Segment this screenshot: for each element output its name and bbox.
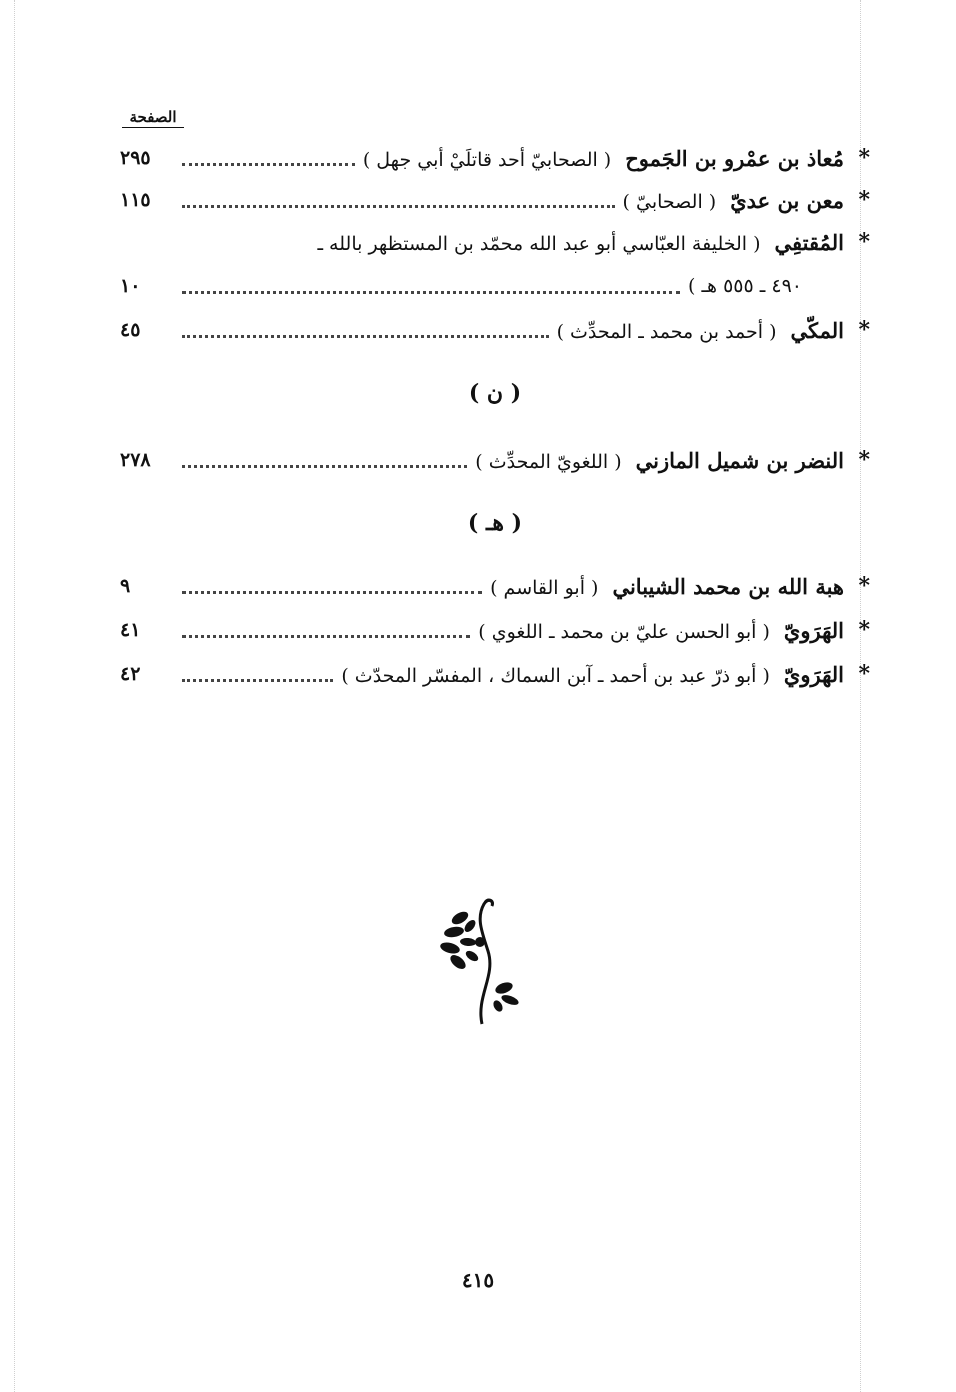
entry-description: ( اللغويّ المحدِّث ): [475, 450, 622, 473]
index-entry: [120, 142, 870, 174]
entry-page-number: ١٠: [120, 275, 141, 297]
bullet-star-icon: *: [858, 447, 870, 473]
entry-page-number: ٤٥: [120, 319, 141, 341]
leader-dots: [182, 291, 680, 294]
entry-text: [557, 318, 844, 343]
entry-description: ( الصحابيّ ): [622, 190, 717, 213]
index-entry: [120, 614, 870, 646]
index-entry: [120, 226, 870, 258]
leader-dots: [182, 335, 549, 338]
leader-dots: [182, 205, 615, 208]
entry-name: الهَرَويّ: [783, 661, 844, 687]
bullet-star-icon: *: [858, 317, 870, 343]
entry-name: المُقتفِي: [774, 229, 844, 255]
leader-dots: [182, 679, 333, 682]
index-entry-continuation: [120, 270, 870, 302]
index-entry: [120, 184, 870, 216]
entry-text: [478, 618, 844, 643]
entry-name: النضر بن شميل المازني: [635, 447, 844, 473]
leader-dots: [182, 591, 482, 594]
section-heading-noon: ( ن ): [468, 380, 522, 406]
bullet-star-icon: *: [858, 617, 870, 643]
entry-page-number: ٤١: [120, 619, 141, 641]
index-entry: [120, 444, 870, 476]
entry-description: ( الخليفة العبّاسي أبو عبد الله محمّد بن المستظهر بالله ـ: [317, 232, 761, 255]
index-entry: [120, 658, 870, 690]
entry-description: ( أحمد بن محمد ـ المحدِّث ): [556, 320, 777, 343]
index-entry: [120, 314, 870, 346]
leader-dots: [182, 163, 355, 166]
entry-name: مُعاذ بن عمْرو بن الجَموح: [625, 145, 844, 171]
entry-text: [490, 574, 844, 599]
entry-name: الهَرَويّ: [783, 617, 844, 643]
scan-edge-left: [14, 0, 15, 1392]
entry-text: [688, 275, 816, 297]
entry-description: ( أبو القاسم ): [490, 576, 599, 599]
entry-page-number: ٢٩٥: [120, 147, 151, 169]
entry-name: المكّي: [790, 317, 844, 343]
entry-description: ( الصحابيّ أحد قاتلَيْ أبي جهل ): [362, 148, 612, 171]
entry-name: هبة الله بن محمد الشيباني: [612, 573, 844, 599]
entry-text: [341, 662, 844, 687]
index-entry: [120, 570, 870, 602]
bullet-star-icon: *: [858, 573, 870, 599]
footer-page-number: ٤١٥: [461, 1268, 495, 1292]
entry-text: [317, 230, 844, 255]
entry-text: [363, 146, 844, 171]
leader-dots: [182, 465, 467, 468]
entry-description: ٤٩٠ ـ ٥٥٥ هـ ): [688, 275, 802, 297]
entry-page-number: ١١٥: [120, 189, 151, 211]
bullet-star-icon: *: [858, 661, 870, 687]
section-heading-ha: ( هـ ): [467, 510, 523, 536]
bullet-star-icon: *: [858, 187, 870, 213]
entry-description: ( أبو ذرّ عبد بن أحمد ـ آبن السماك ، المفسّر المحدّث ): [341, 664, 770, 687]
entry-text: [475, 448, 844, 473]
entry-text: [623, 188, 844, 213]
entry-name: معن بن عديّ: [730, 187, 844, 213]
floral-vignette-icon: [436, 896, 526, 1026]
entry-page-number: ٩: [120, 575, 131, 597]
bullet-star-icon: *: [858, 145, 870, 171]
leader-dots: [182, 635, 470, 638]
entry-page-number: ٢٧٨: [120, 449, 151, 471]
entry-page-number: ٤٢: [120, 663, 141, 685]
page-column-header: الصفحة: [122, 108, 184, 128]
entry-description: ( أبو الحسن عليّ بن محمد ـ اللغوي ): [478, 620, 770, 643]
bullet-star-icon: *: [858, 229, 870, 255]
